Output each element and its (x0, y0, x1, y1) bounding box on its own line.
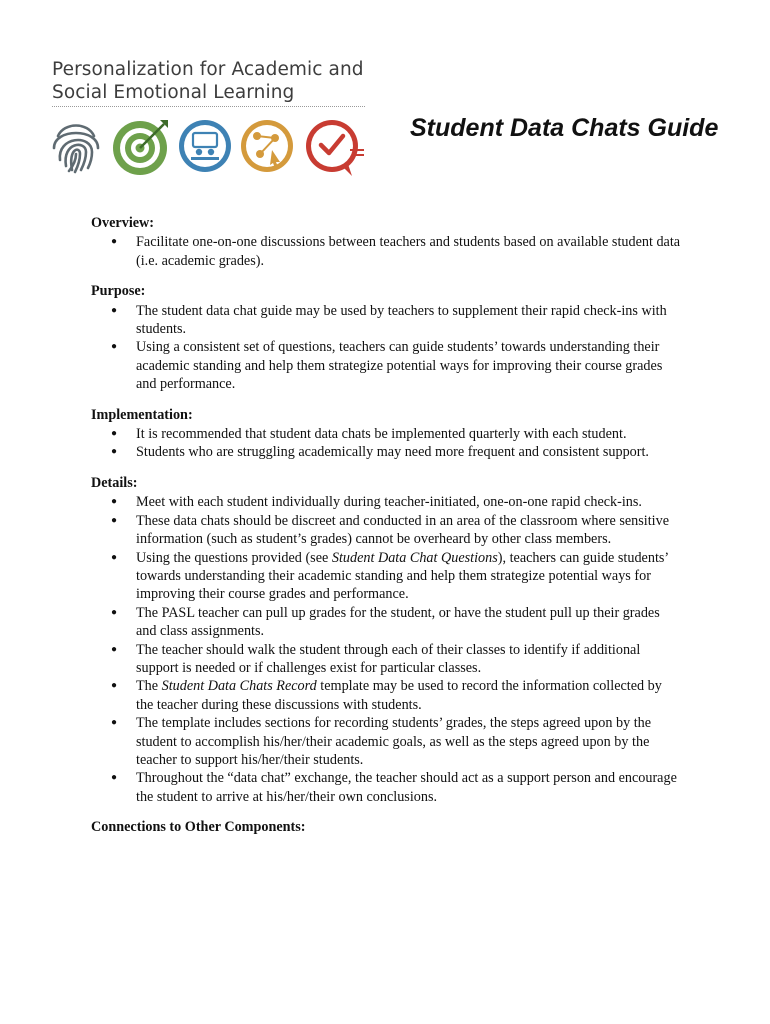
list-item: ● Using the questions provided (see Student Data Chat Questions), teachers can guide students’ towards understanding their academic standing and help them strategize potential ways for improving their course grades and performance. (111, 549, 669, 603)
list-item: ● Using a consistent set of questions, teachers can guide students’ towards understanding their academic standing and help them strategize potential ways for improving their course grades and performance. (111, 339, 663, 393)
bullet-icon: ● (111, 496, 118, 508)
bullet-icon: ● (111, 772, 118, 784)
bullet-icon: ● (111, 446, 118, 458)
brand-line-1: Personalization for Academic and (52, 59, 364, 80)
section-heading: Details: (91, 474, 138, 491)
brand-divider (52, 106, 365, 107)
section-details (91, 474, 681, 806)
document-body (91, 214, 681, 837)
list-item: ● The template includes sections for recording students’ grades, the steps agreed upon by the student to accomplish his/her/their academic goals, as well as the steps agreed upon by the teacher to support his/her/their students. (111, 715, 652, 768)
bullet-icon: ● (111, 551, 118, 563)
list-item: ● It is recommended that student data chats be implemented quarterly with each student. (111, 426, 627, 443)
brand-logo-text (52, 58, 372, 104)
section-purpose (91, 282, 681, 393)
section-heading: Overview: (91, 215, 155, 231)
target-icon (110, 116, 172, 178)
section-implementation (91, 406, 681, 462)
list-item: ● Students who are struggling academically may need more frequent and consistent support. (111, 444, 649, 461)
section-heading: Purpose: (91, 283, 146, 300)
document-title: Student Data Chats Guide (410, 114, 719, 142)
bullet-icon: ● (111, 717, 118, 729)
list-item: ● The teacher should walk the student through each of their classes to identify if additional support is needed or if challenges exist for particular classes. (111, 641, 641, 676)
list-item: ● Meet with each student individually during teacher-initiated, one-on-one rapid check-ins. (111, 494, 642, 511)
list-item: ● The Student Data Chats Record template may be used to record the information collected by the teacher during these discussions with students. (111, 678, 662, 713)
section-overview (91, 214, 681, 270)
list-item: ● These data chats should be discreet and conducted in an area of the classroom where sensitive information (such as student’s grades) cannot be overheard by other class members. (111, 512, 670, 548)
list-item: ● The PASL teacher can pull up grades for the student, or have the student pull up their grades and class assignments. (111, 604, 660, 640)
bullet-icon: ● (111, 236, 118, 248)
bullet-list (91, 302, 681, 394)
pathway-icon (238, 116, 296, 174)
brand-line-2: Social Emotional Learning (52, 82, 295, 103)
fingerprint-icon (48, 116, 104, 176)
connections-heading: Connections to Other Components: (91, 819, 306, 836)
bullet-icon: ● (111, 341, 118, 353)
section-heading: Implementation: (91, 406, 193, 423)
bullet-list (91, 233, 681, 270)
bullet-icon: ● (111, 304, 118, 316)
bullet-icon: ● (111, 514, 118, 526)
bullet-icon: ● (111, 680, 118, 692)
bullet-list (91, 493, 681, 806)
list-item: ● The student data chat guide may be used by teachers to supplement their rapid check-ins with students. (111, 302, 667, 338)
bullet-icon: ● (111, 643, 118, 655)
list-item: ● Facilitate one-on-one discussions between teachers and students based on available student data (i.e. academic grades). (111, 234, 681, 269)
bullet-icon: ● (111, 428, 118, 440)
classroom-icon (176, 116, 234, 174)
list-item: ● Throughout the “data chat” exchange, the teacher should act as a support person and encourage the student to arrive at his/her/their own conclusions. (111, 770, 677, 805)
bullet-list (91, 425, 681, 462)
checkmark-chat-icon (302, 116, 368, 180)
icon-row (48, 116, 378, 182)
bullet-icon: ● (111, 606, 118, 618)
